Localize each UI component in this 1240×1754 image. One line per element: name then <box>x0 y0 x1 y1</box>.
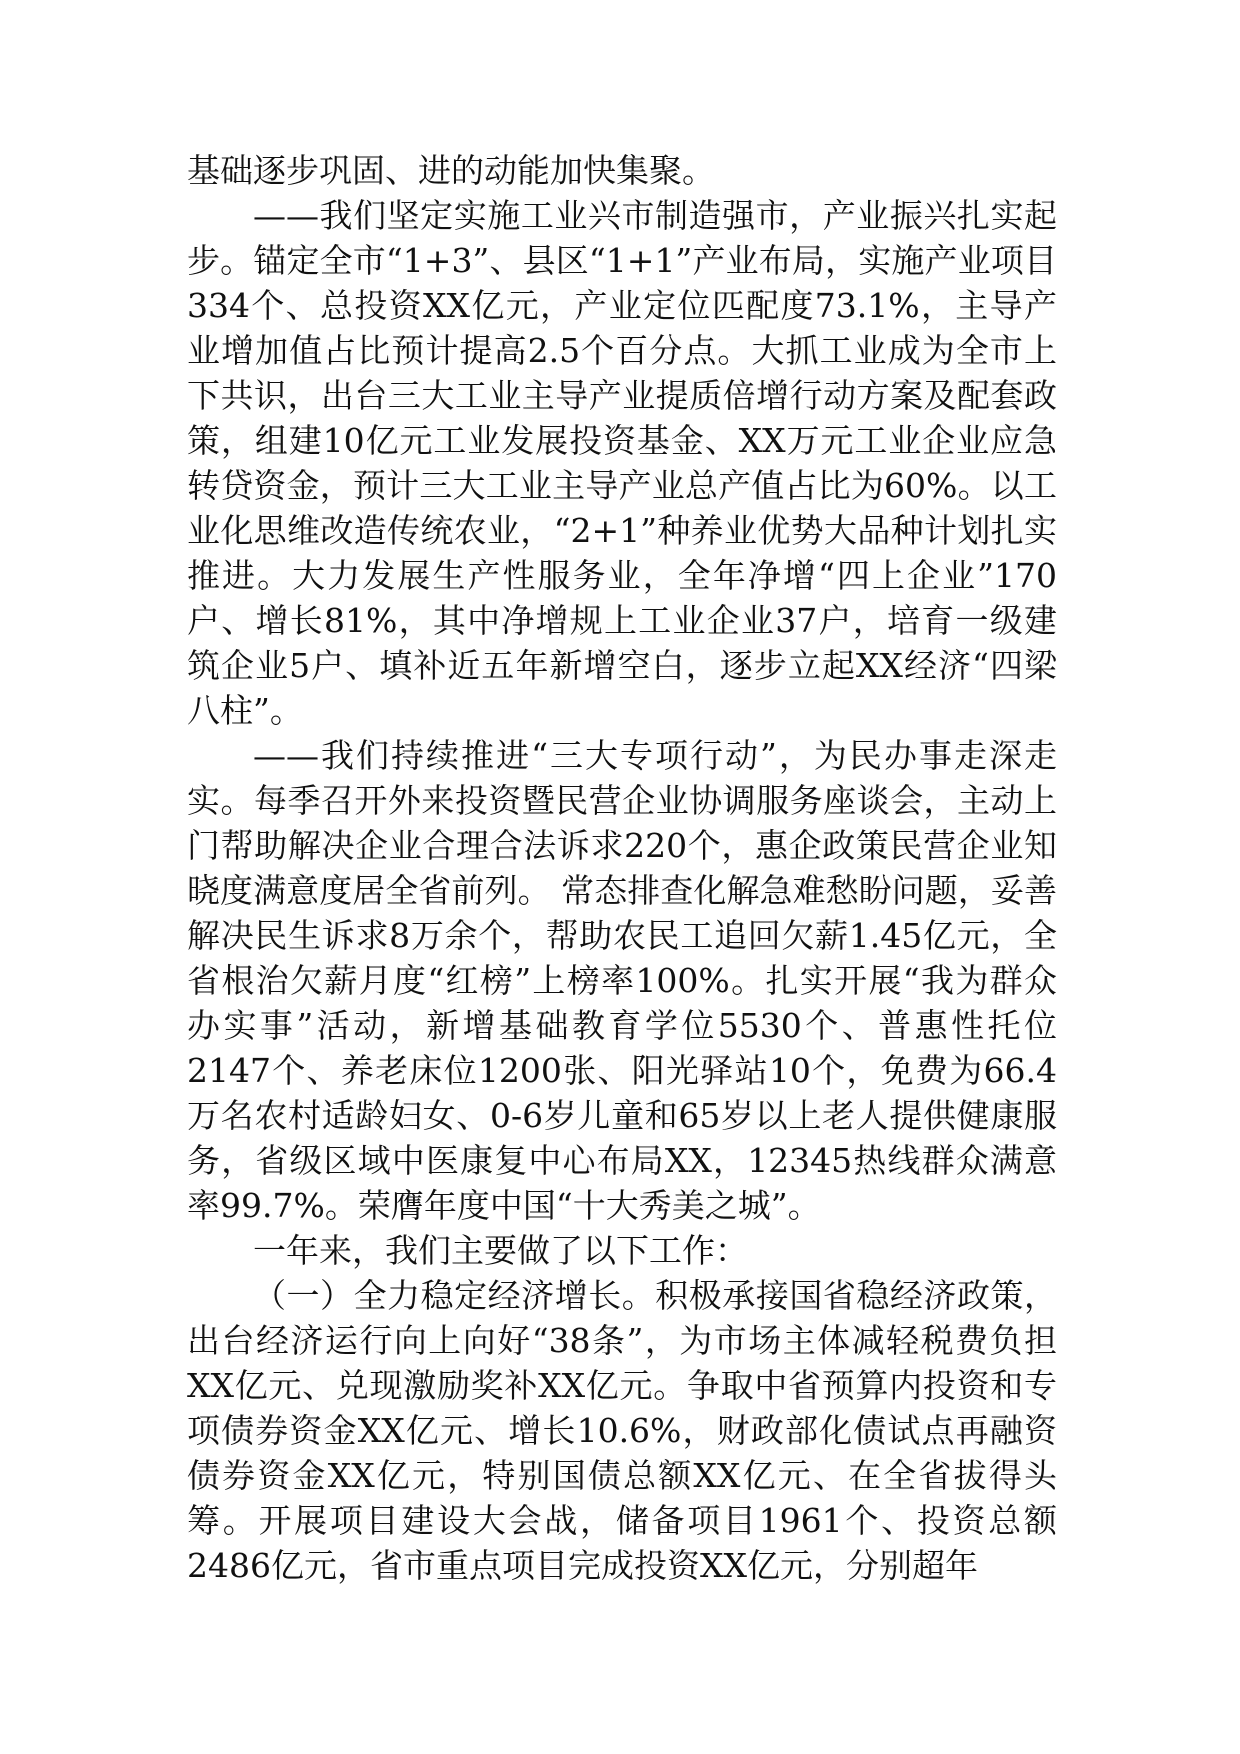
paragraph-public-service: ——我们持续推进“三大专项行动”，为民办事走深走实。每季召开外来投资暨民营企业协调服务座谈会，主动上门帮助解决企业合理合法诉求220个，惠企政策民营企业知晓度满意度居全省前列。 常态排查化解急难愁盼问题，妥善解决民生诉求8万余个，帮助农民工追回欠薪1.45亿元，全省根治欠薪月度“红榜”上榜率100%。扎实开展“我为群众办实事”活动，新增基础教育学位5530个、普惠性托位2147个、养老床位1200张、阳光驿站10个，免费为66.4万名农村适龄妇女、0-6岁儿童和65岁以上老人提供健康服务，省级区域中医康复中心布局XX，12345热线群众满意率99.7%。荣膺年度中国“十大秀美之城”。 <box>187 736 1057 1225</box>
paragraph-economic-growth: （一）全力稳定经济增长。积极承接国省稳经济政策，出台经济运行向上向好“38条”，为市场主体减轻税费负担XX亿元、兑现激励奖补XX亿元。争取中省预算内投资和专项债券资金XX亿元、增长10.6%，财政部化债试点再融资债券资金XX亿元，特别国债总额XX亿元、在全省拔得头筹。开展项目建设大会战，储备项目1961个、投资总额2486亿元，省市重点项目完成投资XX亿元，分别超年 <box>187 1276 1057 1585</box>
report-body <box>187 148 1057 1588</box>
paragraph-intro-work: 一年来，我们主要做了以下工作： <box>253 1231 748 1270</box>
paragraph-industry: ——我们坚定实施工业兴市制造强市，产业振兴扎实起步。锚定全市“1+3”、县区“1+1”产业布局，实施产业项目334个、总投资XX亿元，产业定位匹配度73.1%，主导产业增加值占比预计提高2.5个百分点。大抓工业成为全市上下共识，出台三大工业主导产业提质倍增行动方案及配套政策，组建10亿元工业发展投资基金、XX万元工业企业应急转贷资金，预计三大工业主导产业总产值占比为60%。以工业化思维改造传统农业，“2+1”种养业优势大品种计划扎实推进。大力发展生产性服务业，全年净增“四上企业”170户、增长81%，其中净增规上工业企业37户，培育一级建筑企业5户、填补近五年新增空白，逐步立起XX经济“四梁八柱”。 <box>187 196 1057 730</box>
paragraph-continuation: 基础逐步巩固、进的动能加快集聚。 <box>187 151 715 190</box>
